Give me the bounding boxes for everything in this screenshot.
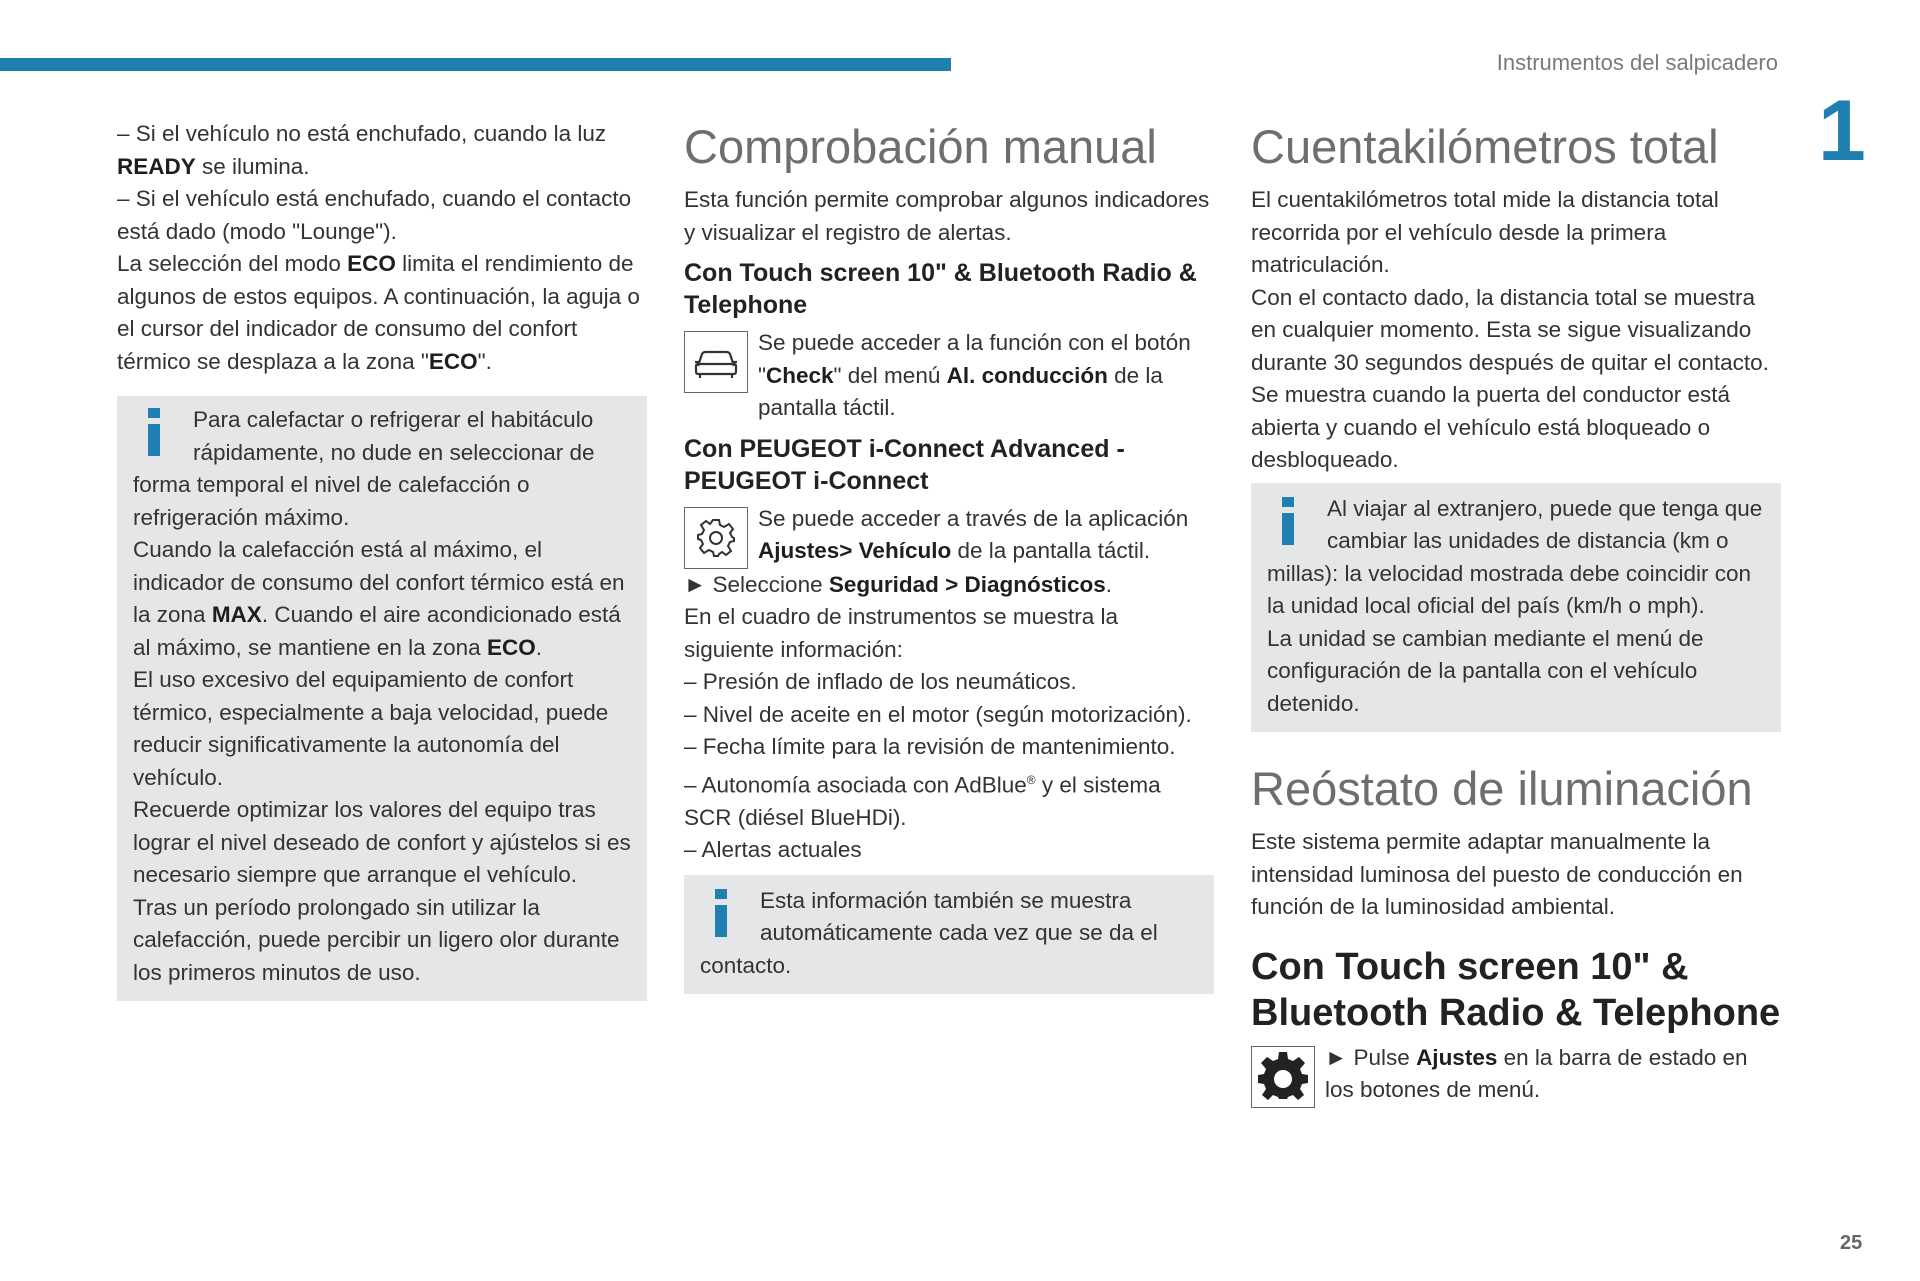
list-item-adblue: – Autonomía asociada con AdBlue® y el sistema SCR (diésel BlueHDi). [684, 772, 1161, 830]
bullet-not-plugged: – Si el vehículo no está enchufado, cuando la luz READY se ilumina. [117, 121, 607, 179]
info-icon [710, 889, 734, 939]
info-heating-p4: Recuerde optimizar los valores del equipo tras lograr el nivel deseado de confort y ajústelos si es necesario siempre que arranque el vehículo. [133, 797, 631, 887]
running-title: Instrumentos del salpicadero [1496, 50, 1778, 75]
column-right [1251, 118, 1781, 1108]
header-accent-bar [0, 58, 951, 71]
info-heating-p5: Tras un período prolongado sin utilizar la calefacción, puede percibir un ligero olor durante los primeros minutos de uso. [133, 894, 620, 985]
odometer-p1: El cuentakilómetros total mide la distancia total recorrida por el vehículo desde la primera matriculación. [1251, 187, 1719, 277]
info-auto-display-text: Esta información también se muestra automáticamente cada vez que se da el contacto. [700, 887, 1158, 978]
info-units-p1: Al viajar al extranjero, puede que tenga que cambiar las unidades de distancia (km o millas): la velocidad mostrada debe coincidir con la unidad local oficial del país (km/h o mph). [1267, 495, 1763, 618]
dimmer-step: ► Pulse Ajustes en la barra de estado en los botones de menú. [1325, 1044, 1748, 1102]
list-item: – Presión de inflado de los neumáticos. [684, 669, 1077, 694]
section-title-dimmer: Reóstato de iluminación [1251, 762, 1753, 815]
info-heating-p3: El uso excesivo del equipamiento de confort térmico, especialmente a baja velocidad, puede reducir significativamente la autonomía del vehículo. [133, 667, 609, 790]
info-icon [1277, 497, 1301, 547]
touchscreen-access-text: Se puede acceder a la función con el botón "Check" del menú Al. conducción de la pantalla táctil. [758, 330, 1191, 420]
info-heating-p2: Cuando la calefacción está al máximo, el indicador de consumo del confort térmico está en la zona MAX. Cuando el aire acondicionado está al máximo, se mantiene en la zona ECO. [133, 537, 625, 660]
subheading-touchscreen-dimmer: Con Touch screen 10" & Bluetooth Radio & Telephone [1251, 945, 1781, 1034]
settings-gear-icon [1251, 1046, 1315, 1108]
dimmer-intro: Este sistema permite adaptar manualmente la intensidad luminosa del puesto de conducción en función de la luminosidad ambiental. [1251, 829, 1743, 919]
column-left [117, 118, 647, 1001]
subheading-iconnect: Con PEUGEOT i-Connect Advanced - PEUGEOT i-Connect [684, 434, 1125, 495]
car-icon [684, 331, 748, 393]
manual-check-intro: Esta función permite comprobar algunos indicadores y visualizar el registro de alertas. [684, 187, 1210, 245]
step-select-diagnostics: ► Seleccione Seguridad > Diagnósticos. [684, 571, 1113, 597]
list-item: – Fecha límite para la revisión de mantenimiento. [684, 734, 1176, 759]
info-heating-p1: Para calefactar o refrigerar el habitáculo rápidamente, no dude en seleccionar de forma temporal el nivel de calefacción o refrigeración máximo. [133, 407, 595, 530]
column-middle [684, 118, 1214, 994]
settings-gear-icon [684, 507, 748, 569]
info-icon [143, 408, 167, 458]
subheading-touchscreen: Con Touch screen 10" & Bluetooth Radio & Telephone [684, 259, 1197, 319]
info-box-units [1251, 483, 1781, 733]
section-title-manual-check: Comprobación manual [684, 120, 1157, 173]
eco-mode-paragraph: La selección del modo ECO limita el rendimiento de algunos de estos equipos. A continuación, la aguja o el cursor del indicador de consumo del confort térmico se desplaza a la zona "ECO". [117, 251, 640, 374]
bullet-plugged: – Si el vehículo está enchufado, cuando el contacto está dado (modo "Lounge"). [117, 186, 632, 244]
odometer-p2: Con el contacto dado, la distancia total se muestra en cualquier momento. Esta se sigue visualizando durante 30 segundos después de quitar el contacto. Se muestra cuando la puerta del conductor está abierta y cuando el vehículo está bloqueado o desbloqueado. [1251, 284, 1769, 472]
info-units-p2: La unidad se cambian mediante el menú de configuración de la pantalla con el vehículo detenido. [1267, 625, 1704, 716]
page-number: 25 [1840, 1232, 1863, 1254]
list-item: – Nivel de aceite en el motor (según motorización). [684, 701, 1192, 727]
info-list-intro: En el cuadro de instrumentos se muestra la siguiente información: [684, 604, 1118, 662]
info-box-heating [117, 396, 647, 1001]
info-box-auto-display [684, 875, 1214, 995]
list-item: – Alertas actuales [684, 837, 862, 862]
section-title-odometer: Cuentakilómetros total [1251, 120, 1719, 173]
chapter-number: 1 [1818, 83, 1866, 179]
iconnect-access-text: Se puede acceder a través de la aplicación Ajustes> Vehículo de la pantalla táctil. [758, 505, 1189, 563]
